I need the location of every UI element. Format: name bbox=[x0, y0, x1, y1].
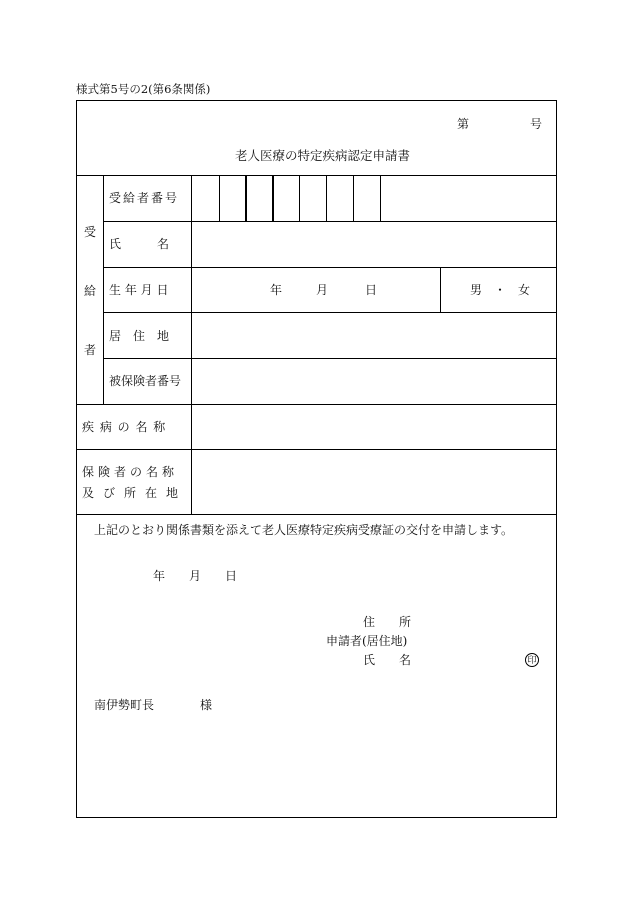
insurer-name-label: 保険者の名称 bbox=[82, 465, 179, 479]
addressee-name: 南伊勢町長 bbox=[94, 698, 155, 712]
digit-box-divider bbox=[353, 175, 354, 221]
address-input[interactable] bbox=[193, 314, 555, 357]
birth-month-label: 月 bbox=[316, 283, 329, 297]
row-divider bbox=[103, 267, 557, 268]
seal-icon: 印 bbox=[525, 653, 539, 667]
label-column-divider bbox=[191, 175, 192, 514]
digit-box-divider bbox=[326, 175, 327, 221]
digit-box-divider bbox=[272, 175, 274, 221]
insurer-input[interactable] bbox=[193, 451, 555, 513]
row-divider bbox=[76, 175, 557, 176]
row-divider bbox=[76, 404, 557, 405]
row-divider bbox=[103, 312, 557, 313]
name-label: 氏 名 bbox=[109, 237, 170, 251]
addressee-honorific: 様 bbox=[200, 698, 213, 712]
row-divider bbox=[76, 449, 557, 450]
gender-divider bbox=[440, 267, 441, 312]
form-title: 老人医療の特定疾病認定申請書 bbox=[235, 148, 411, 163]
birth-day-label: 日 bbox=[365, 283, 378, 297]
digit-box-divider bbox=[380, 175, 381, 221]
disease-name-input[interactable] bbox=[193, 406, 555, 448]
applicant-name-label: 氏 名 bbox=[363, 653, 412, 667]
birth-year-label: 年 bbox=[270, 283, 283, 297]
insured-number-input[interactable] bbox=[193, 360, 555, 403]
applicant-label: 申請者(居住地) bbox=[326, 634, 408, 648]
insurer-address-label: 及び所在地 bbox=[82, 486, 188, 500]
application-month-label: 月 bbox=[189, 569, 202, 583]
digit-box-divider bbox=[245, 175, 247, 221]
beneficiary-number-label: 受給者番号 bbox=[109, 191, 180, 205]
application-day-label: 日 bbox=[225, 569, 238, 583]
digit-box-divider bbox=[299, 175, 300, 221]
number-prefix: 第 bbox=[457, 117, 470, 131]
form-reference: 様式第5号の2(第6条関係) bbox=[76, 82, 211, 96]
application-year-label: 年 bbox=[153, 569, 166, 583]
side-label-char: 受 bbox=[84, 225, 97, 239]
insured-number-label: 被保険者番号 bbox=[109, 374, 182, 388]
address-label: 居 住 地 bbox=[109, 329, 170, 343]
birthdate-label: 生 年 月 日 bbox=[109, 283, 169, 297]
side-label-divider bbox=[103, 175, 104, 404]
applicant-address-label: 住 所 bbox=[363, 615, 412, 629]
number-suffix: 号 bbox=[530, 117, 543, 131]
side-label-char: 給 bbox=[84, 284, 97, 298]
application-statement: 上記のとおり関係書類を添えて老人医療特定疾病受療証の交付を申請します。 bbox=[94, 523, 514, 537]
disease-name-label: 疾 病 の 名 称 bbox=[82, 420, 167, 434]
digit-box-divider bbox=[219, 175, 220, 221]
row-divider bbox=[103, 358, 557, 359]
side-label-char: 者 bbox=[84, 343, 97, 357]
name-input[interactable] bbox=[193, 223, 555, 266]
gender-option[interactable]: 男 ・ 女 bbox=[470, 283, 531, 297]
row-divider bbox=[103, 221, 557, 222]
row-divider bbox=[76, 514, 557, 515]
